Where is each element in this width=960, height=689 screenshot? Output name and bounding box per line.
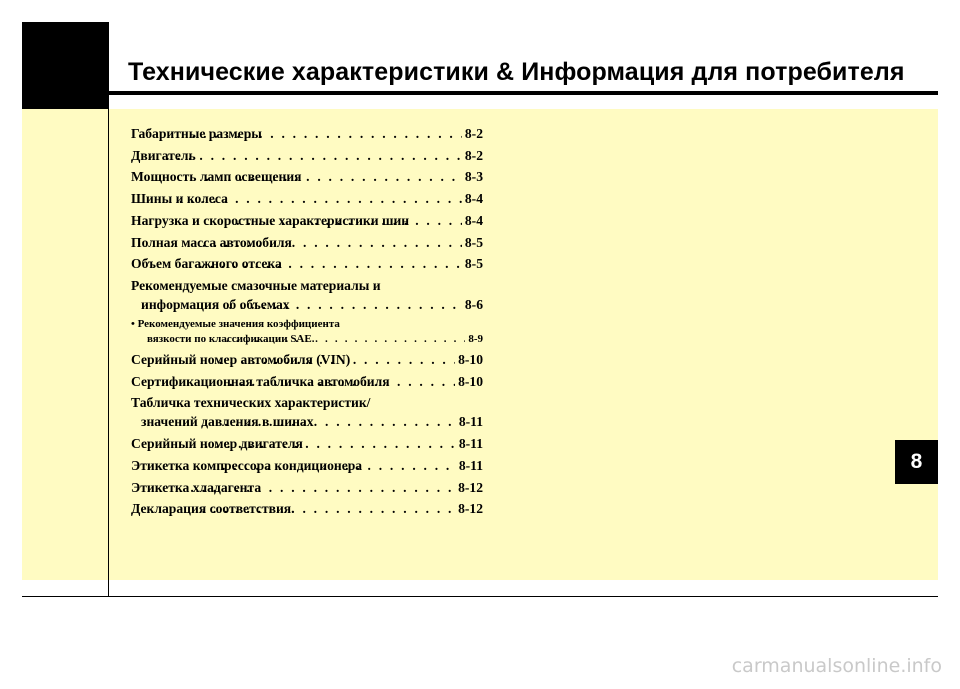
toc-leader-dots <box>195 254 462 273</box>
toc-entry-title <box>131 276 381 314</box>
toc-entry-title <box>131 317 340 347</box>
toc-entry-line1: Нагрузка и скоростные характеристики шин <box>131 212 410 228</box>
toc-page-number: 8-10 <box>458 373 483 389</box>
toc-entry[interactable] <box>131 146 483 165</box>
toc-entry-line1: Габаритные размеры <box>131 126 262 141</box>
toc-leader-dots <box>175 189 462 208</box>
toc-leader-dots <box>220 412 456 431</box>
toc-entry-line1: Мощность ламп освещения <box>131 169 302 185</box>
toc-entry-line1: Серийный номер автомобиля (VIN) <box>131 351 351 367</box>
toc-entry-title <box>131 233 292 252</box>
toc-page-number: 8-5 <box>464 256 483 272</box>
toc-entry[interactable] <box>131 350 483 369</box>
toc-page-number: 8-11 <box>458 436 483 452</box>
toc-entry-line1: Этикетка компрессора кондиционера <box>131 457 363 473</box>
toc-leader-dots <box>225 295 462 314</box>
toc-leader-dots <box>222 332 465 347</box>
toc-entry-line1: Двигатель <box>131 147 196 163</box>
page-title: Технические характеристики & Информация для потребителя <box>128 58 905 86</box>
toc-entry[interactable] <box>131 233 483 252</box>
toc-leader-dots <box>232 211 462 230</box>
toc-page-number: 8-5 <box>464 234 483 250</box>
toc-entry-line1: • Рекомендуемые значения коэффициента <box>131 317 340 330</box>
toc-page-number: 8-2 <box>464 147 483 163</box>
toc-entry-title <box>131 478 262 497</box>
toc-leader-dots <box>198 233 462 252</box>
toc-leader-dots <box>214 350 455 369</box>
toc-page-number: 8-9 <box>468 332 483 345</box>
toc-page-number: 8-6 <box>464 297 483 313</box>
toc-entry-line1: Сертификационная табличка автомобиля <box>131 373 390 389</box>
toc-entry-title <box>131 167 302 186</box>
toc-leader-dots <box>186 478 455 497</box>
toc-entry-title <box>131 211 410 230</box>
title-underline <box>109 91 938 95</box>
toc-entry-title <box>131 434 303 453</box>
watermark: carmanualsonline.info <box>731 655 942 677</box>
toc-entry-title <box>131 254 282 273</box>
toc-entry[interactable] <box>131 434 483 453</box>
toc-entry-title <box>131 350 351 369</box>
footer-rule <box>22 596 938 597</box>
toc-entry-line1: Этикетка хладагента <box>131 479 262 495</box>
toc-entry[interactable] <box>131 211 483 230</box>
toc-entry[interactable] <box>131 478 483 497</box>
toc-entry[interactable] <box>131 456 483 475</box>
toc-page-number: 8-12 <box>458 479 483 495</box>
toc-page-number: 8-10 <box>458 351 483 367</box>
margin-divider <box>108 109 109 597</box>
toc-entry-title <box>131 393 371 431</box>
toc-entry[interactable] <box>131 393 483 431</box>
toc-entry-line1: Полная масса автомобиля <box>131 234 292 250</box>
toc-leader-dots <box>198 499 455 518</box>
toc-entry-title <box>131 146 196 165</box>
toc-entry-line2: значений давления в шинах <box>141 414 314 430</box>
toc-page-number: 8-11 <box>458 457 483 473</box>
toc-entry-line1: Декларация соответствия. <box>131 501 295 517</box>
toc-leader-dots <box>201 434 456 453</box>
toc-entry[interactable] <box>131 254 483 273</box>
toc-entry[interactable] <box>131 317 483 347</box>
toc-entry[interactable] <box>131 372 483 391</box>
table-of-contents <box>131 124 483 518</box>
toc-leader-dots <box>188 124 462 143</box>
toc-entry[interactable] <box>131 276 483 314</box>
toc-entry-line1: Объем багажного отсека <box>131 256 282 272</box>
toc-entry[interactable] <box>131 124 483 143</box>
toc-entry-line1: Серийный номер двигателя <box>131 436 303 452</box>
toc-entry-line1: Шины и колеса <box>131 191 228 207</box>
toc-page-number: 8-2 <box>464 126 483 141</box>
toc-page-number: 8-3 <box>464 169 483 185</box>
toc-entry[interactable] <box>131 189 483 208</box>
toc-entry[interactable] <box>131 167 483 186</box>
toc-leader-dots <box>201 167 462 186</box>
toc-page-number: 8-11 <box>458 414 483 430</box>
chapter-corner-block <box>22 22 109 109</box>
toc-entry-title <box>131 456 363 475</box>
toc-list <box>131 124 483 518</box>
toc-entry-title <box>131 499 295 518</box>
toc-entry[interactable] <box>131 499 483 518</box>
toc-entry-line2: информация об объемах <box>141 297 290 313</box>
toc-leader-dots <box>218 456 456 475</box>
toc-page-number: 8-4 <box>464 212 483 228</box>
toc-leader-dots <box>162 146 462 165</box>
toc-page-number: 8-12 <box>458 501 483 517</box>
chapter-tab[interactable]: 8 <box>895 440 938 484</box>
toc-leader-dots <box>225 372 455 391</box>
toc-entry-title <box>131 372 390 391</box>
toc-entry-title <box>131 124 262 143</box>
toc-page-number: 8-4 <box>464 191 483 207</box>
toc-entry-line1: Рекомендуемые смазочные материалы и <box>131 277 381 293</box>
toc-entry-line1: Табличка технических характеристик/ <box>131 395 371 411</box>
toc-entry-line2: вязкости по классификации SAE. <box>147 332 315 345</box>
toc-entry-title <box>131 189 228 208</box>
